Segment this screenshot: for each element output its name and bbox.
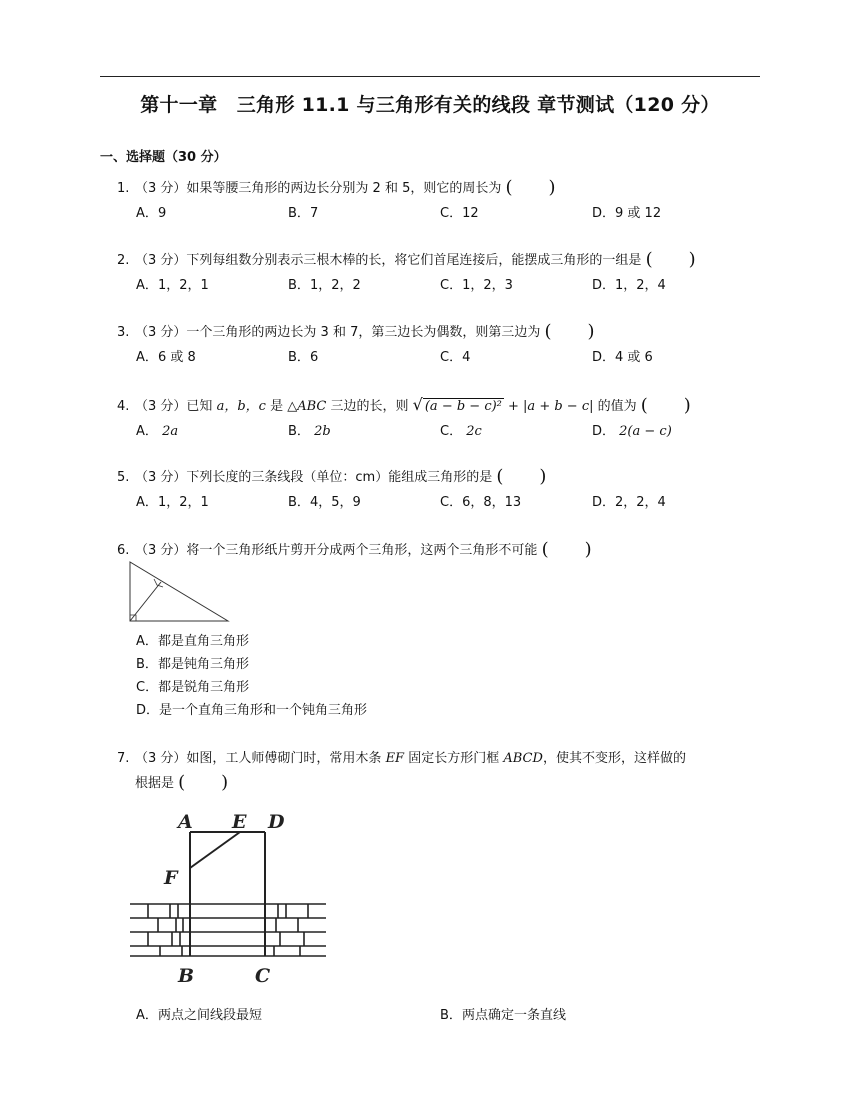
option-label: B． xyxy=(136,657,158,672)
option-text: 2b xyxy=(314,424,331,439)
option-c[interactable] xyxy=(440,420,482,439)
option-text: 1，2，3 xyxy=(462,278,513,293)
option-text: 6，8，13 xyxy=(462,495,522,510)
option-text: 是一个直角三角形和一个钝角三角形 xyxy=(159,703,368,718)
option-b[interactable] xyxy=(288,491,361,510)
math-abcd: ABCD xyxy=(503,751,543,766)
math-vars: a，b，c xyxy=(216,399,266,414)
option-d[interactable] xyxy=(136,699,367,718)
question-text: 一个三角形的两边长为 3 和 7，第三边长为偶数，则第三边为 xyxy=(186,325,541,340)
question-6 xyxy=(117,538,592,559)
option-label: B． xyxy=(288,424,310,439)
option-label: A． xyxy=(136,634,158,649)
answer-blank[interactable]: ( ) xyxy=(541,539,592,560)
option-b[interactable] xyxy=(440,1004,566,1023)
option-text: 6 xyxy=(310,350,319,365)
option-text: 1，2，2 xyxy=(310,278,361,293)
question-points: （3 分） xyxy=(135,543,187,558)
option-a[interactable] xyxy=(136,274,209,293)
option-label: B． xyxy=(288,206,310,221)
option-label: D． xyxy=(592,495,616,510)
option-label: C． xyxy=(440,350,463,365)
question-3 xyxy=(117,320,595,341)
option-text: 4 或 6 xyxy=(615,350,653,365)
page-title: 第十一章 三角形 11.1 与三角形有关的线段 章节测试（120 分） xyxy=(140,94,720,116)
option-a[interactable] xyxy=(136,1004,262,1023)
question-points: （3 分） xyxy=(135,751,187,766)
option-b[interactable] xyxy=(136,653,249,672)
question-number: 4. xyxy=(117,399,130,414)
option-a[interactable] xyxy=(136,420,178,439)
question-number: 1. xyxy=(117,181,130,196)
answer-blank[interactable]: ( ) xyxy=(640,395,691,416)
option-label: C． xyxy=(440,495,463,510)
label-e: E xyxy=(232,811,247,833)
question-text: 下列每组数分别表示三根木棒的长，将它们首尾连接后，能摆成三角形的一组是 xyxy=(186,253,642,268)
option-text: 都是直角三角形 xyxy=(158,634,250,649)
triangle-figure xyxy=(128,560,232,624)
option-text: 两点确定一条直线 xyxy=(462,1008,567,1023)
section-heading: 一、选择题（30 分） xyxy=(100,150,227,165)
option-label: A． xyxy=(136,206,158,221)
question-text: 根据是 xyxy=(135,776,175,791)
question-text: 如图，工人师傅砌门时，常用木条 xyxy=(186,751,382,766)
question-text: 固定长方形门框 xyxy=(408,751,500,766)
label-f: F xyxy=(164,867,178,889)
option-label: C． xyxy=(440,278,463,293)
option-label: A． xyxy=(136,424,158,439)
option-text: 都是锐角三角形 xyxy=(158,680,250,695)
question-text: 已知 xyxy=(186,399,213,414)
question-text: 下列长度的三条线段（单位：cm）能组成三角形的是 xyxy=(186,470,493,485)
header-rule xyxy=(100,76,760,77)
option-label: A． xyxy=(136,495,158,510)
label-a: A xyxy=(178,811,193,833)
question-points: （3 分） xyxy=(135,181,187,196)
option-b[interactable] xyxy=(288,274,361,293)
answer-blank[interactable]: ( ) xyxy=(178,772,229,793)
option-a[interactable] xyxy=(136,346,196,365)
option-label: A． xyxy=(136,278,158,293)
question-5 xyxy=(117,465,546,486)
option-label: B． xyxy=(288,495,310,510)
option-label: C． xyxy=(440,206,463,221)
option-label: B． xyxy=(288,350,310,365)
question-points: （3 分） xyxy=(135,325,187,340)
question-2 xyxy=(117,248,696,269)
brick-wall xyxy=(130,904,326,956)
option-a[interactable] xyxy=(136,202,166,221)
option-c[interactable] xyxy=(440,346,470,365)
math-ef: EF xyxy=(385,751,405,766)
option-text: 4 xyxy=(462,350,471,365)
answer-blank[interactable]: ( ) xyxy=(645,249,696,270)
math-radicand: (a − b − c)² xyxy=(424,399,502,414)
option-label: D． xyxy=(136,703,160,718)
option-text: 2(a − c) xyxy=(619,424,672,439)
option-text: 9 或 12 xyxy=(615,206,662,221)
option-a[interactable] xyxy=(136,491,209,510)
option-text: 1，2，1 xyxy=(158,495,209,510)
question-text: ，使其不变形，这样做的 xyxy=(542,751,686,766)
label-b: B xyxy=(178,965,195,987)
answer-blank[interactable]: ( ) xyxy=(544,321,595,342)
question-7 xyxy=(117,747,686,766)
label-d: D xyxy=(268,811,285,833)
option-label: D． xyxy=(592,350,616,365)
door-frame-figure xyxy=(128,806,330,990)
option-text: 2，2，4 xyxy=(615,495,666,510)
option-text: 都是钝角三角形 xyxy=(158,657,250,672)
question-text: 如果等腰三角形的两边长分别为 2 和 5，则它的周长为 xyxy=(186,181,502,196)
option-label: D． xyxy=(592,278,616,293)
question-text: 的值为 xyxy=(597,399,637,414)
option-label: B． xyxy=(440,1008,462,1023)
option-text: 2c xyxy=(466,424,482,439)
question-text: 三边的长，则 xyxy=(330,399,409,414)
question-7-line2 xyxy=(135,771,228,792)
right-angle-mark xyxy=(154,579,163,587)
option-b[interactable] xyxy=(288,420,331,439)
question-points: （3 分） xyxy=(135,399,187,414)
brace-ef xyxy=(190,832,240,868)
option-c[interactable] xyxy=(136,676,249,695)
answer-blank[interactable]: ( ) xyxy=(505,177,556,198)
option-text: 6 或 8 xyxy=(158,350,196,365)
question-number: 3. xyxy=(117,325,130,340)
option-text: 2a xyxy=(162,424,179,439)
option-text: 9 xyxy=(158,206,167,221)
option-d[interactable] xyxy=(592,346,653,365)
option-d[interactable] xyxy=(592,491,666,510)
question-4 xyxy=(117,394,691,415)
option-label: A． xyxy=(136,350,158,365)
option-text: 1，2，4 xyxy=(615,278,666,293)
label-c: C xyxy=(255,965,271,987)
option-label: A． xyxy=(136,1008,158,1023)
math-abs: + |a + b − c| xyxy=(508,399,594,414)
option-b[interactable] xyxy=(288,346,318,365)
option-d[interactable] xyxy=(592,420,672,439)
option-a[interactable] xyxy=(136,630,249,649)
option-c[interactable] xyxy=(440,274,513,293)
option-c[interactable] xyxy=(440,491,521,510)
option-label: D． xyxy=(592,424,616,439)
question-1 xyxy=(117,176,556,197)
option-label: B． xyxy=(288,278,310,293)
option-d[interactable] xyxy=(592,274,666,293)
question-number: 5. xyxy=(117,470,130,485)
option-label: C． xyxy=(440,424,463,439)
question-number: 6. xyxy=(117,543,130,558)
outer-triangle xyxy=(130,562,228,621)
option-text: 两点之间线段最短 xyxy=(158,1008,263,1023)
math-triangle: △ABC xyxy=(287,399,327,414)
option-label: C． xyxy=(136,680,159,695)
question-text: 是 xyxy=(270,399,284,414)
option-text: 4，5，9 xyxy=(310,495,361,510)
sqrt-icon: √ xyxy=(412,395,423,414)
option-d[interactable] xyxy=(592,202,661,221)
question-points: （3 分） xyxy=(135,253,187,268)
option-c[interactable] xyxy=(440,202,479,221)
answer-blank[interactable]: ( ) xyxy=(496,466,547,487)
question-number: 7. xyxy=(117,751,130,766)
option-label: D． xyxy=(592,206,616,221)
option-b[interactable] xyxy=(288,202,318,221)
option-text: 7 xyxy=(310,206,319,221)
question-text: 将一个三角形纸片剪开分成两个三角形，这两个三角形不可能 xyxy=(186,543,538,558)
option-text: 1，2，1 xyxy=(158,278,209,293)
question-points: （3 分） xyxy=(135,470,187,485)
option-text: 12 xyxy=(462,206,479,221)
question-number: 2. xyxy=(117,253,130,268)
